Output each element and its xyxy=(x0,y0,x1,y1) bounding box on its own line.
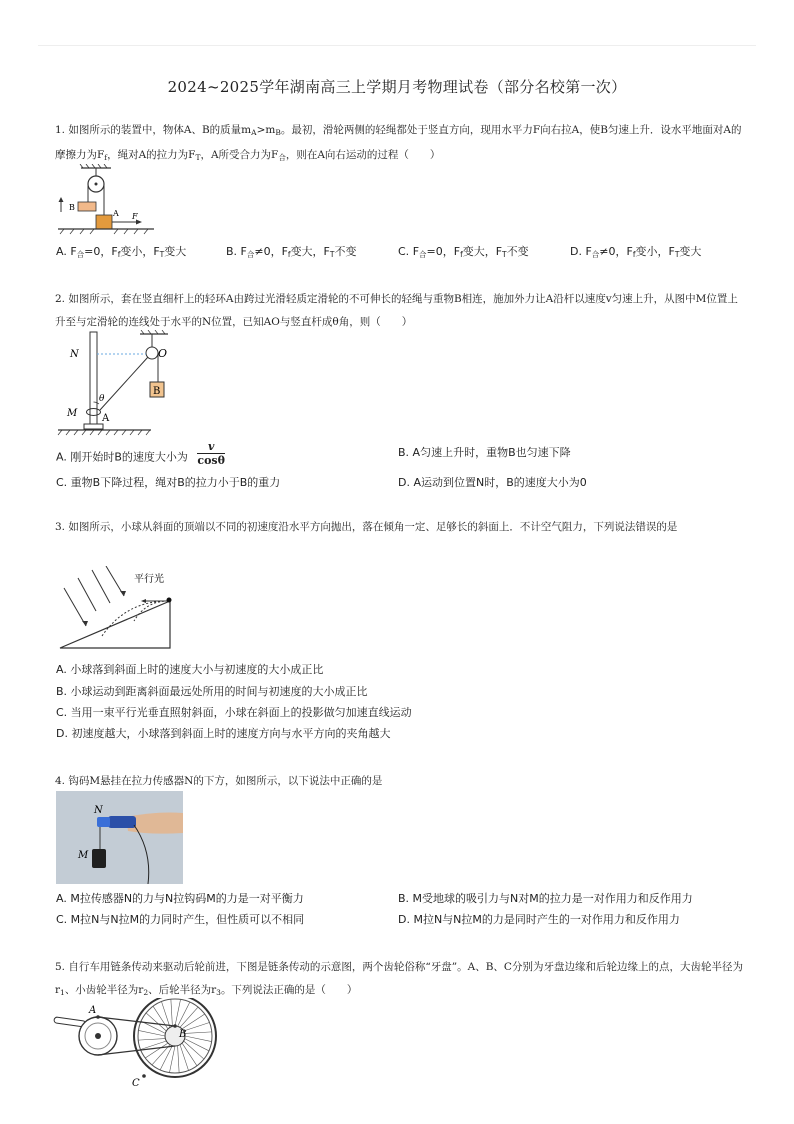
q3-option-a[interactable]: A. 小球落到斜面上时的速度大小与初速度的大小成正比 xyxy=(56,663,324,676)
question-1-text: 1. 如图所示的装置中，物体A、B的质量$m_A>m_B$。最初，滑轮两侧的轻绳都处于竖直方向，现用水平力F向右拉A，使B匀速上升．设水平地面对A的摩擦力为$F_f$，绳对A的拉力为$F_T$，A所受合力为$F_合$，则在A向右运动的过程（ ） xyxy=(55,124,742,162)
q2-option-b[interactable]: B. A匀速上升时，重物B也匀速下降 xyxy=(398,446,571,459)
q3-num: 3. xyxy=(55,521,66,533)
page-title: 2024~2025学年湖南高三上学期月考物理试卷（部分名校第一次） xyxy=(167,78,627,96)
q5-figure xyxy=(52,998,222,1090)
q1-option-d[interactable]: D. $F_合\ne 0$，$F_f$变小，$F_T$变大 xyxy=(570,245,702,259)
q4-option-a[interactable]: A. M拉传感器N的力与N拉钩码M的力是一对平衡力 xyxy=(56,892,304,905)
q5-label-c: C xyxy=(132,1078,140,1089)
q3-option-c[interactable]: C. 当用一束平行光垂直照射斜面，小球在斜面上的投影做匀加速直线运动 xyxy=(56,706,412,719)
q4-option-b[interactable]: B. M受地球的吸引力与N对M的拉力是一对作用力和反作用力 xyxy=(398,892,693,905)
q1-figure xyxy=(56,164,156,236)
q2-label-n: N xyxy=(70,349,79,360)
q1-label-f: F xyxy=(132,212,138,221)
q2-fraction: $\frac{v}{\cos\theta}$ xyxy=(197,440,225,467)
q2-figure xyxy=(56,330,191,438)
q2-label-b: B xyxy=(153,386,161,397)
question-4-text: 4. 钩码M悬挂在拉力传感器N的下方，如图所示，以下说法中正确的是 xyxy=(55,775,383,787)
q4-label-n: N xyxy=(94,805,103,816)
question-2-text: 2. 如图所示，套在竖直细杆上的轻环A由跨过光滑轻质定滑轮的不可伸长的轻绳与重物B相连，施加外力让A沿杆以速度v匀速上升，从图中M位置上升至与定滑轮的连线处于水平的N位置，已知AO与竖直杆成θ角，则（ ） xyxy=(55,293,738,328)
q1-option-b[interactable]: B. $F_合\ne 0$，$F_f$变大，$F_T$不变 xyxy=(226,245,357,259)
q2-option-a[interactable]: A. 刚开始时B的速度大小为 $\frac{v}{\cos\theta}$ xyxy=(56,440,225,467)
q4-num: 4. xyxy=(55,775,66,787)
question-5-text: 5. 自行车用链条传动来驱动后轮前进，下图是链条传动的示意图，两个齿轮俗称“牙盘”。A、B、C分别为牙盘边缘和后轮边缘上的点，大齿轮半径为$r_1$、小齿轮半径为$r_2$、后轮半径为$r_3$。下列说法正确的是（ ） xyxy=(55,961,743,997)
q1-option-a[interactable]: A. $F_合=0$，$F_f$变小，$F_T$变大 xyxy=(56,245,187,259)
q4-option-c[interactable]: C. M拉N与N拉M的力同时产生，但性质可以不相同 xyxy=(56,913,305,926)
q3-figure xyxy=(56,566,181,654)
q2-label-m: M xyxy=(67,408,78,419)
q1-label-b: B xyxy=(69,203,75,212)
q1-num: 1. xyxy=(55,124,66,136)
q1-label-a: A xyxy=(113,209,119,218)
question-3-text: 3. 如图所示，小球从斜面的顶端以不同的初速度沿水平方向抛出，落在倾角一定、足够长的斜面上．不计空气阻力，下列说法错误的是 xyxy=(55,521,678,533)
top-rule xyxy=(38,45,756,46)
q5-num: 5. xyxy=(55,961,66,973)
q4-photo xyxy=(56,791,183,884)
q3-label-parallel-light: 平行光 xyxy=(134,574,164,585)
q4-option-d[interactable]: D. M拉N与N拉M的力是同时产生的一对作用力和反作用力 xyxy=(398,913,680,926)
q3-option-d[interactable]: D. 初速度越大，小球落到斜面上时的速度方向与水平方向的夹角越大 xyxy=(56,727,391,740)
q2-label-theta: θ xyxy=(99,394,105,404)
q2-label-o: O xyxy=(158,347,168,360)
q3-option-b[interactable]: B. 小球运动到距离斜面最远处所用的时间与初速度的大小成正比 xyxy=(56,685,368,698)
q1-option-c[interactable]: C. $F_合=0$，$F_f$变大，$F_T$不变 xyxy=(398,245,529,259)
q2-option-c[interactable]: C. 重物B下降过程，绳对B的拉力小于B的重力 xyxy=(56,476,281,489)
q2-num: 2. xyxy=(55,293,66,305)
q5-label-b: B xyxy=(179,1029,187,1040)
q5-label-a: A xyxy=(89,1005,97,1016)
q4-label-m: M xyxy=(78,850,89,861)
q2-label-a: A xyxy=(102,413,110,424)
q2-option-d[interactable]: D. A运动到位置N时，B的速度大小为0 xyxy=(398,476,587,489)
